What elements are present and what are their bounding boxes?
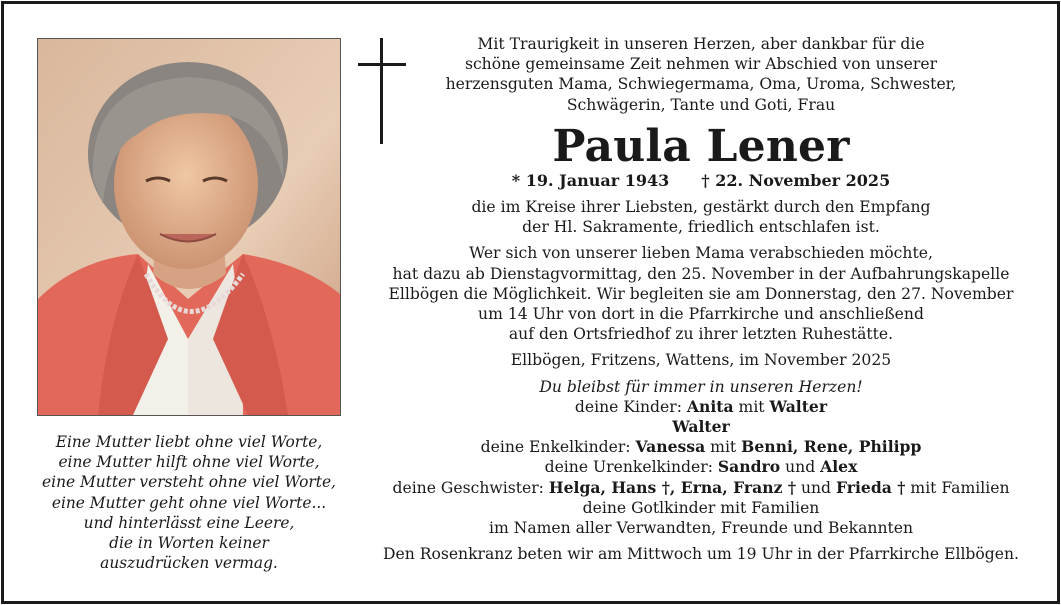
poem-line: und hinterlässt eine Leere, (83, 513, 295, 532)
motto: Du bleibst für immer in unseren Herzen! (539, 377, 863, 396)
poem-line: Eine Mutter liebt ohne viel Worte, (55, 433, 323, 451)
place-date: Ellbögen, Fritzens, Wattens, im November 2025 (510, 351, 892, 370)
passing-line: der Hl. Sakramente, friedlich entschlafen ist. (522, 218, 880, 237)
death-date: † 22. November 2025 (701, 170, 891, 190)
intro-line: Schwägerin, Tante und Goti, Frau (566, 95, 836, 114)
farewell-line: auf den Ortsfriedhof zu ihrer letzten Ruhestätte. (508, 325, 894, 344)
mourners-relatives: im Namen aller Verwandten, Freunde und Bekannten (488, 519, 914, 538)
mourners-children: deine Kinder: Anita mit Walter (574, 396, 828, 416)
farewell-line: hat dazu ab Dienstagvormittag, den 25. November in der Aufbahrungskapelle (392, 264, 1010, 283)
intro-line: herzensguten Mama, Schwiegermama, Oma, Uroma, Schwester, (445, 75, 957, 94)
intro-line: Mit Traurigkeit in unseren Herzen, aber dankbar für die (477, 35, 925, 53)
poem-line: eine Mutter versteht ohne viel Worte, (42, 473, 336, 492)
farewell-line: Ellbögen die Möglichkeit. Wir begleiten sie am Donnerstag, den 27. November (388, 284, 1014, 303)
deceased-name: Paula Lener (552, 120, 850, 172)
rosary-notice: Den Rosenkranz beten wir am Mittwoch um 19 Uhr in der Pfarrkirche Ellbögen. (382, 545, 1020, 564)
farewell-line: um 14 Uhr von dort in die Pfarrkirche und anschließend (478, 305, 924, 324)
poem (37, 432, 341, 573)
life-dates (376, 171, 1026, 191)
passing-line: die im Kreise ihrer Liebsten, gestärkt durch den Empfang (471, 198, 931, 217)
portrait-photo (37, 38, 341, 416)
poem-line: auszudrücken vermag. (100, 554, 278, 573)
mourners-godchildren: deine Gotlkinder mit Familien (582, 498, 820, 517)
poem-line: eine Mutter geht ohne viel Worte... (51, 493, 327, 512)
poem-line: eine Mutter hilft ohne viel Worte, (58, 453, 320, 472)
obituary-text (376, 34, 1026, 564)
mourners-siblings: deine Geschwister: Helga, Hans †, Erna, Franz † und Frieda † mit Familien (392, 477, 1010, 497)
farewell-line: Wer sich von unserer lieben Mama verabschieden möchte, (469, 244, 933, 263)
mourners-grandchildren: deine Enkelkinder: Vanessa mit Benni, Rene, Philipp (480, 437, 922, 457)
mourners-great-grandchildren: deine Urenkelkinder: Sandro und Alex (544, 457, 858, 477)
birth-date: * 19. Januar 1943 (511, 170, 670, 190)
intro-line: schöne gemeinsame Zeit nehmen wir Abschied von unserer (464, 55, 938, 74)
poem-line: die in Worten keiner (109, 534, 269, 553)
mourners-children-2: Walter (672, 417, 730, 437)
